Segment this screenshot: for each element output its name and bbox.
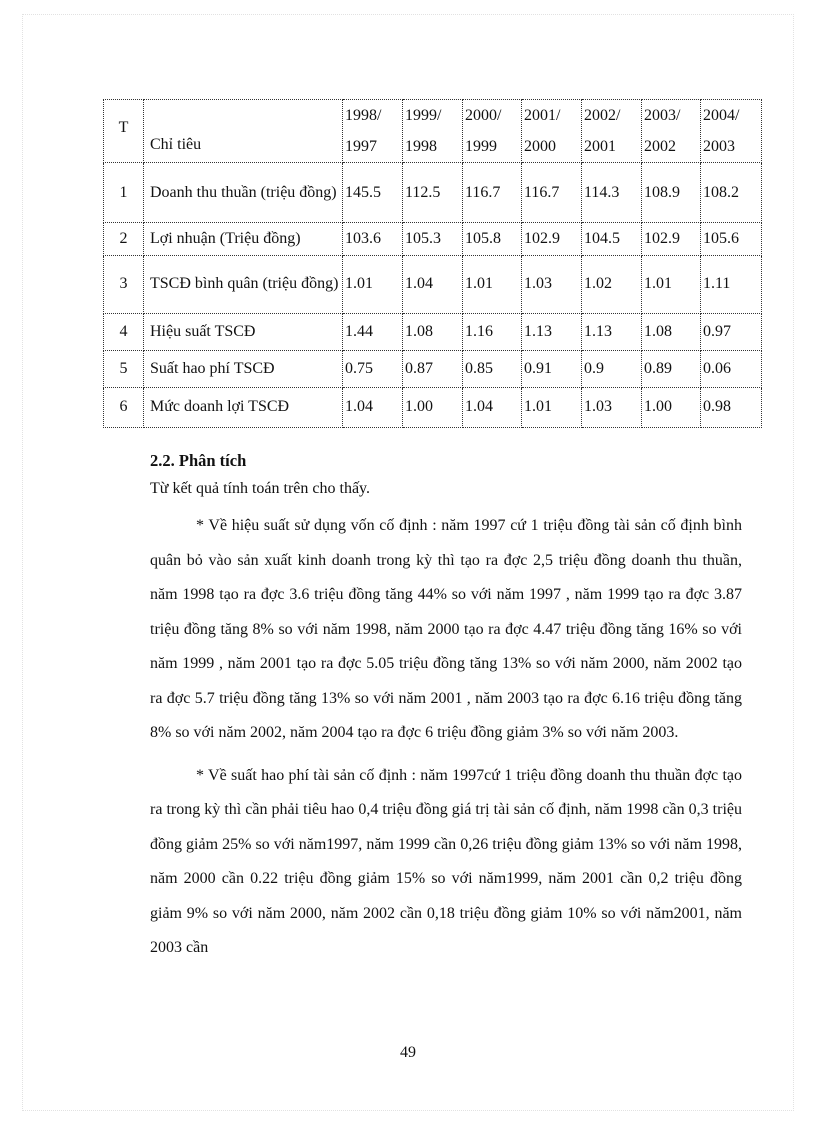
row-value: 103.6: [343, 223, 403, 255]
row-value: 1.04: [403, 255, 463, 313]
row-value: 1.44: [343, 313, 403, 350]
row-value: 1.16: [463, 313, 522, 350]
row-value: 145.5: [343, 163, 403, 223]
row-indicator: Lợi nhuận (Triệu đồng): [144, 223, 343, 255]
row-indicator: TSCĐ bình quân (triệu đồng): [144, 255, 343, 313]
header-year: 2001/ 2000: [522, 100, 582, 163]
row-value: 102.9: [642, 223, 701, 255]
row-value: 1.11: [701, 255, 762, 313]
row-value: 0.87: [403, 350, 463, 387]
row-value: 1.04: [463, 387, 522, 427]
header-year: 2003/ 2002: [642, 100, 701, 163]
row-value: 116.7: [522, 163, 582, 223]
row-value: 1.01: [463, 255, 522, 313]
row-stt: 2: [104, 223, 144, 255]
row-value: 1.02: [582, 255, 642, 313]
row-value: 1.00: [642, 387, 701, 427]
row-value: 0.85: [463, 350, 522, 387]
row-stt: 3: [104, 255, 144, 313]
row-indicator: Hiệu suất TSCĐ: [144, 313, 343, 350]
row-value: 102.9: [522, 223, 582, 255]
table-row: [104, 255, 762, 313]
table-row: [104, 313, 762, 350]
row-value: 104.5: [582, 223, 642, 255]
header-year: 2002/ 2001: [582, 100, 642, 163]
row-value: 112.5: [403, 163, 463, 223]
row-stt: 6: [104, 387, 144, 427]
row-value: 0.91: [522, 350, 582, 387]
row-stt: 5: [104, 350, 144, 387]
row-value: 1.13: [582, 313, 642, 350]
table-header-row: [104, 100, 762, 163]
row-value: 1.03: [522, 255, 582, 313]
paragraph-cost: * Về suất hao phí tài sản cố định : năm 1997cứ 1 triệu đồng doanh thu thuần đợc tạo ra trong kỳ thì cần phải tiêu hao 0,4 triệu đồng giá trị tài sản cố định, năm 1998 cần 0,3 triệu đồng giảm 25% so với năm1997, năm 1999 cần 0,26 triệu đồng giảm 13% so với năm 1998, năm 2000 cần 0.22 triệu đồng giảm 15% so với năm1999, năm 2001 cần 0,2 triệu đồng giảm 9% so với năm 2000, năm 2002 cần 0,18 triệu đồng giảm 10% so với năm2001, năm 2003 cần: [150, 766, 742, 956]
row-value: 105.6: [701, 223, 762, 255]
row-value: 0.9: [582, 350, 642, 387]
table-row: [104, 163, 762, 223]
header-year: 2004/ 2003: [701, 100, 762, 163]
table-row: [104, 387, 762, 427]
row-stt: 1: [104, 163, 144, 223]
paragraph-efficiency: * Về hiệu suất sử dụng vốn cố định : năm 1997 cứ 1 triệu đồng tài sản cố định bình quân bỏ vào sản xuất kinh doanh trong kỳ thì tạo ra đợc 2,5 triệu đồng doanh thu thuần, năm 1998 tạo ra đợc 3.6 triệu đồng tăng 44% so với năm 1997 , năm 1999 tạo ra đợc 3.87 triệu đồng tăng 8% so với năm 1998, năm 2000 tạo ra đợc 4.47 triệu đồng tăng 16% so với năm 1999 , năm 2001 tạo ra đợc 5.05 triệu đồng tăng 13% so với năm 2000, năm 2002 tạo ra đợc 5.7 triệu đồng tăng 13% so với năm 2001 , năm 2003 tạo ra đợc 6.16 triệu đồng tăng 8% so với năm 2002, năm 2004 tạo ra đợc 6 triệu đồng giảm 3% so với năm 2003.: [150, 517, 742, 741]
indicator-table: [103, 99, 762, 428]
header-year: 2000/ 1999: [463, 100, 522, 163]
row-value: 1.08: [642, 313, 701, 350]
section-title: 2.2. Phân tích: [150, 451, 247, 470]
row-value: 108.2: [701, 163, 762, 223]
row-value: 1.08: [403, 313, 463, 350]
table-row: [104, 223, 762, 255]
row-value: 105.3: [403, 223, 463, 255]
row-stt: 4: [104, 313, 144, 350]
row-value: 1.13: [522, 313, 582, 350]
row-indicator: Suất hao phí TSCĐ: [144, 350, 343, 387]
row-indicator: Doanh thu thuần (triệu đồng): [144, 163, 343, 223]
row-value: 1.01: [522, 387, 582, 427]
row-value: 116.7: [463, 163, 522, 223]
row-value: 0.06: [701, 350, 762, 387]
analysis-section: [150, 447, 742, 966]
row-value: 0.97: [701, 313, 762, 350]
row-value: 1.01: [642, 255, 701, 313]
header-year: 1999/ 1998: [403, 100, 463, 163]
section-intro: Từ kết quả tính toán trên cho thấy.: [150, 480, 371, 497]
row-value: 0.98: [701, 387, 762, 427]
row-value: 1.01: [343, 255, 403, 313]
row-value: 105.8: [463, 223, 522, 255]
row-value: 1.04: [343, 387, 403, 427]
row-value: 0.89: [642, 350, 701, 387]
row-value: 1.00: [403, 387, 463, 427]
table-row: [104, 350, 762, 387]
row-value: 0.75: [343, 350, 403, 387]
header-indicator: Chỉ tiêu: [144, 100, 343, 163]
row-indicator: Mức doanh lợi TSCĐ: [144, 387, 343, 427]
header-year: 1998/ 1997: [343, 100, 403, 163]
header-stt: T: [104, 100, 144, 163]
row-value: 114.3: [582, 163, 642, 223]
row-value: 108.9: [642, 163, 701, 223]
row-value: 1.03: [582, 387, 642, 427]
page-number: 49: [400, 1044, 416, 1061]
